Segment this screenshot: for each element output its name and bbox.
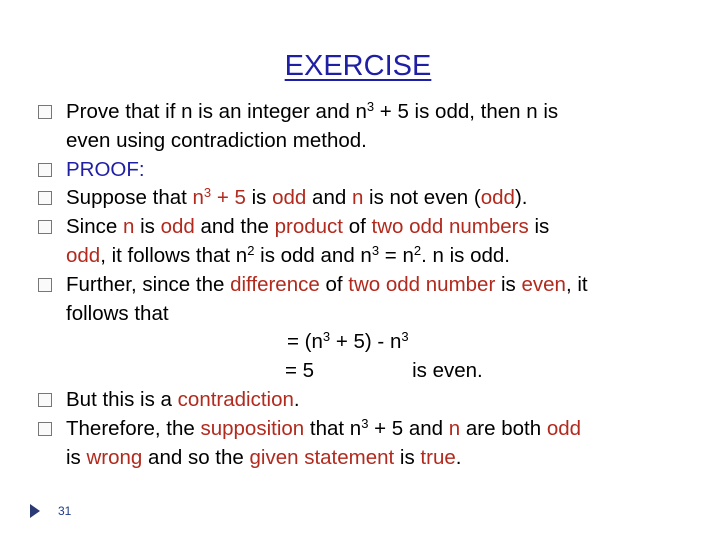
text: is bbox=[66, 445, 87, 469]
emphasis: product bbox=[274, 215, 343, 239]
text: , it bbox=[565, 272, 588, 296]
box-bullet-icon bbox=[38, 191, 52, 205]
text: Suppose that bbox=[66, 186, 193, 210]
emphasis: n bbox=[351, 186, 364, 210]
text: . n is odd. bbox=[421, 243, 510, 267]
text: that n bbox=[304, 416, 362, 440]
emphasis: supposition bbox=[200, 416, 305, 440]
text: , it follows that n bbox=[100, 243, 248, 267]
exponent: 3 bbox=[366, 99, 375, 114]
text: But this is a bbox=[66, 387, 178, 411]
page-number: 31 bbox=[58, 504, 72, 518]
bullet-therefore bbox=[20, 415, 700, 473]
bullet-further bbox=[20, 271, 700, 329]
exponent: 3 bbox=[401, 329, 409, 345]
text: even using contradiction method. bbox=[66, 128, 367, 152]
emphasis: two odd number bbox=[348, 272, 496, 296]
emphasis: given statement bbox=[249, 445, 395, 469]
text: Further, since the bbox=[66, 272, 231, 296]
text: Prove that if n is an integer and n bbox=[66, 100, 367, 123]
text: . bbox=[455, 445, 462, 469]
emphasis: n bbox=[448, 416, 461, 440]
text: follows that bbox=[66, 301, 169, 325]
text: is bbox=[394, 445, 421, 469]
emphasis: + 5 bbox=[211, 186, 246, 210]
exponent: 3 bbox=[371, 242, 380, 258]
text: is bbox=[495, 272, 522, 296]
exponent: 3 bbox=[322, 329, 331, 345]
box-bullet-icon bbox=[38, 278, 52, 292]
text: . bbox=[293, 387, 300, 411]
emphasis: odd bbox=[546, 416, 582, 440]
text: and bbox=[306, 186, 352, 210]
slide-body bbox=[20, 98, 700, 472]
emphasis: odd bbox=[160, 215, 195, 239]
text: Therefore, the bbox=[66, 416, 201, 440]
text: + 5 bbox=[368, 416, 404, 440]
text: is bbox=[528, 215, 550, 239]
text: and bbox=[403, 416, 449, 440]
text: Since bbox=[66, 215, 123, 239]
bullet-prove bbox=[20, 98, 700, 156]
emphasis: contradiction bbox=[177, 387, 294, 411]
text: of bbox=[343, 215, 372, 239]
text: = 5 bbox=[285, 359, 315, 383]
equation-line-2 bbox=[20, 357, 700, 386]
box-bullet-icon bbox=[38, 163, 52, 177]
text: is bbox=[245, 186, 273, 210]
text: is even. bbox=[412, 359, 483, 383]
slide-title-text: EXERCISE bbox=[284, 50, 432, 82]
box-bullet-icon bbox=[38, 422, 52, 436]
equation-line-1 bbox=[20, 328, 700, 357]
emphasis: n bbox=[192, 186, 204, 210]
emphasis: true bbox=[420, 445, 456, 469]
proof-label: PROOF: bbox=[66, 157, 145, 181]
text: are both bbox=[460, 416, 547, 440]
triangle-marker-icon bbox=[30, 504, 40, 518]
text: ). bbox=[514, 186, 528, 210]
text: is not even ( bbox=[363, 186, 481, 210]
exponent: 2 bbox=[413, 242, 422, 258]
text: of bbox=[319, 272, 349, 296]
emphasis: odd bbox=[66, 243, 101, 267]
emphasis: even bbox=[521, 272, 566, 296]
emphasis: two odd numbers bbox=[371, 215, 529, 239]
emphasis: odd bbox=[480, 186, 515, 210]
text: is bbox=[134, 215, 161, 239]
bullet-contradiction bbox=[20, 386, 700, 415]
text: and the bbox=[194, 215, 275, 239]
text: and so the bbox=[142, 445, 250, 469]
text: is odd and n bbox=[254, 243, 372, 267]
emphasis: odd bbox=[272, 186, 307, 210]
slide-title bbox=[0, 50, 720, 83]
text: + 5) - n bbox=[330, 330, 402, 354]
box-bullet-icon bbox=[38, 220, 52, 234]
exponent: 3 bbox=[203, 185, 212, 201]
emphasis: difference bbox=[230, 272, 320, 296]
bullet-since bbox=[20, 213, 700, 271]
text: = (n bbox=[287, 330, 323, 354]
box-bullet-icon bbox=[38, 393, 52, 407]
emphasis: n bbox=[122, 215, 135, 239]
exponent: 3 bbox=[361, 415, 369, 431]
bullet-suppose bbox=[20, 184, 700, 213]
exponent: 2 bbox=[247, 242, 255, 258]
bullet-proof-heading bbox=[20, 156, 700, 185]
text: + 5 is odd, then n is bbox=[374, 100, 559, 123]
box-bullet-icon bbox=[38, 105, 52, 119]
emphasis: wrong bbox=[86, 445, 143, 469]
text: = n bbox=[379, 243, 414, 267]
